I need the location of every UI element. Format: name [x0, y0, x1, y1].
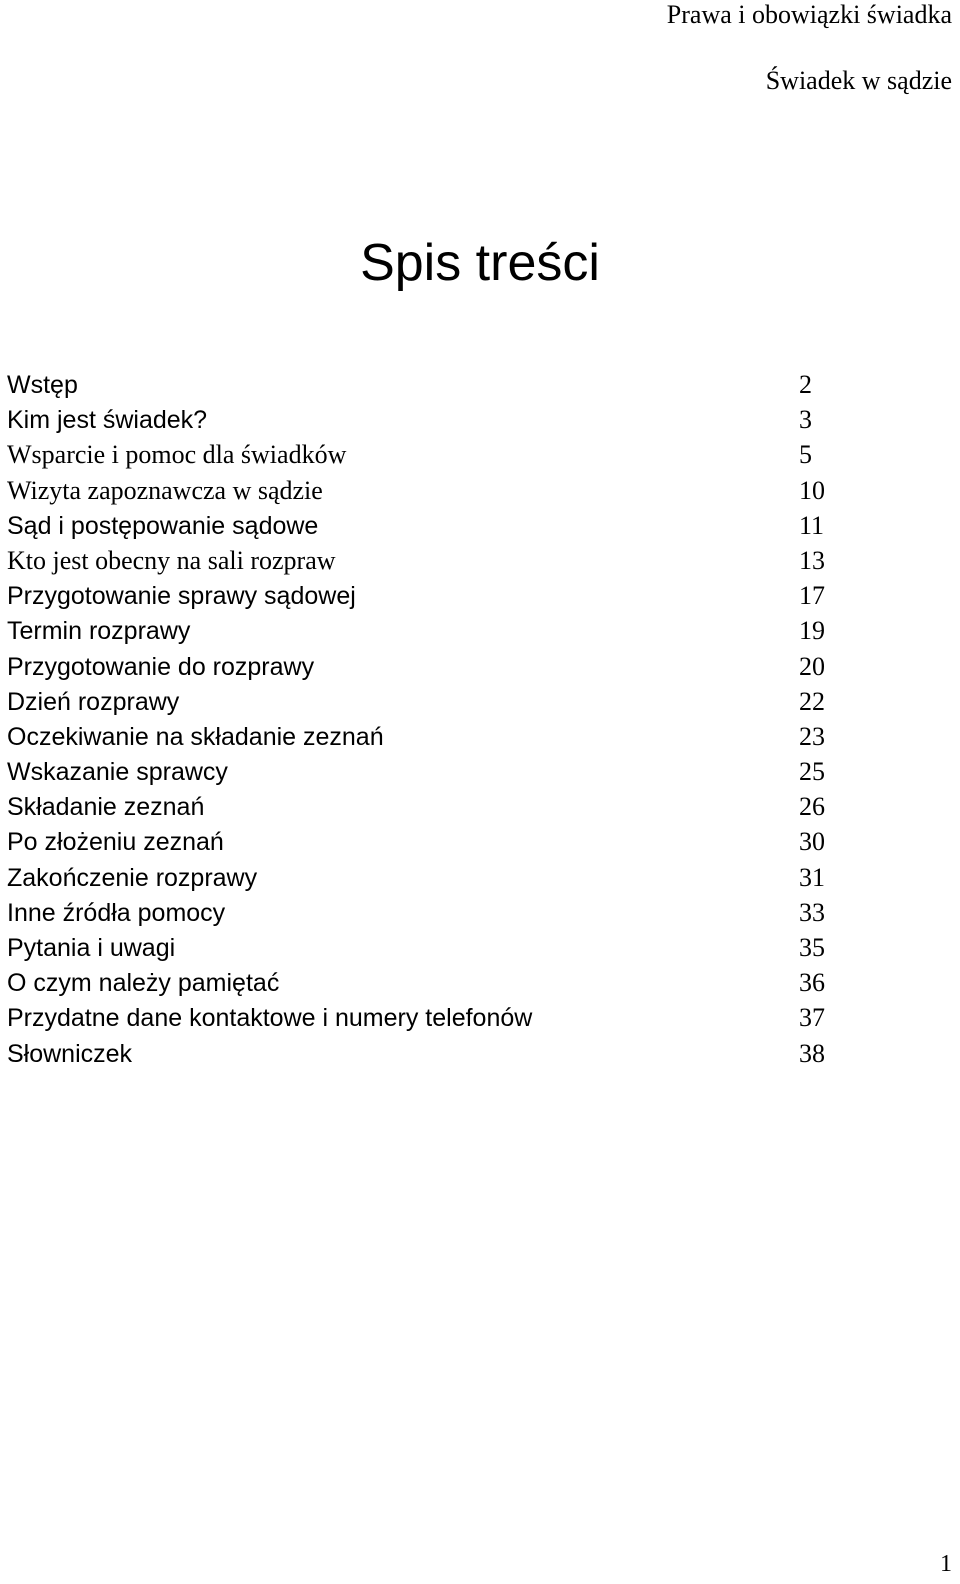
toc-entry-page: 36: [799, 968, 825, 998]
toc-entry-page: 5: [799, 440, 812, 470]
toc-entry[interactable]: [7, 790, 833, 825]
toc-entry-title: Kto jest obecny na sali rozpraw: [7, 545, 336, 575]
toc-entry-page: 25: [799, 757, 825, 787]
toc-entry-page: 33: [799, 897, 825, 927]
toc-entry[interactable]: [7, 720, 833, 755]
toc-entry[interactable]: [7, 650, 833, 685]
toc-entry[interactable]: [7, 861, 833, 896]
toc-entry[interactable]: [7, 896, 833, 931]
toc-entry-title: Wskazanie sprawcy: [7, 758, 228, 787]
toc-entry-page: 19: [799, 616, 825, 646]
toc-entry[interactable]: [7, 755, 833, 790]
toc-entry[interactable]: [7, 614, 833, 649]
toc-entry[interactable]: [7, 544, 833, 579]
toc-entry-page: 13: [799, 545, 825, 575]
toc-entry[interactable]: [7, 1037, 833, 1072]
toc-entry-page: 10: [799, 475, 825, 505]
running-header-title: Prawa i obowiązki świadka: [666, 0, 952, 29]
toc-entry-title: Po złożeniu zeznań: [7, 828, 224, 857]
toc-entry[interactable]: [7, 509, 833, 544]
toc-entry-page: 3: [799, 405, 812, 435]
toc-entry-title: Termin rozprawy: [7, 617, 191, 646]
toc-entry-title: Dzień rozprawy: [7, 687, 180, 716]
page-title: Spis treści: [360, 234, 600, 292]
toc-entry[interactable]: [7, 1001, 833, 1036]
toc-entry-page: 26: [799, 792, 825, 822]
toc-entry-title: Przydatne dane kontaktowe i numery telefonów: [7, 1004, 533, 1033]
toc-entry-title: Oczekiwanie na składanie zeznań: [7, 722, 384, 751]
toc-entry[interactable]: [7, 685, 833, 720]
toc-entry-title: Wizyta zapoznawcza w sądzie: [7, 475, 323, 505]
toc-entry-title: O czym należy pamiętać: [7, 969, 280, 998]
toc-entry-title: Przygotowanie sprawy sądowej: [7, 582, 356, 611]
toc-entry-page: 30: [799, 827, 825, 857]
toc-entry-title: Kim jest świadek?: [7, 406, 208, 435]
toc-entry-title: Pytania i uwagi: [7, 934, 176, 962]
toc-entry-page: 20: [799, 651, 825, 681]
toc-entry-title: Inne źródła pomocy: [7, 898, 226, 927]
toc-entry[interactable]: [7, 931, 833, 966]
toc-entry[interactable]: [7, 474, 833, 509]
toc-entry-title: Wsparcie i pomoc dla świadków: [7, 440, 347, 470]
toc-entry[interactable]: [7, 966, 833, 1001]
toc-entry-page: 37: [799, 1003, 825, 1033]
toc-entry-title: Przygotowanie do rozprawy: [7, 652, 315, 681]
toc-entry-page: 35: [799, 933, 825, 962]
toc-entry-page: 17: [799, 581, 825, 611]
toc-entry-title: Sąd i postępowanie sądowe: [7, 511, 319, 540]
toc-entry-page: 31: [799, 862, 825, 892]
toc-entry-title: Wstęp: [7, 371, 78, 399]
toc-entry-page: 2: [799, 370, 812, 399]
toc-entry-title: Zakończenie rozprawy: [7, 863, 258, 892]
toc-entry-title: Słowniczek: [7, 1039, 133, 1068]
toc-entry[interactable]: [7, 825, 833, 860]
running-header-subtitle: Świadek w sądzie: [765, 66, 952, 95]
toc-entry[interactable]: [7, 438, 833, 473]
toc-entry-title: Składanie zeznań: [7, 793, 205, 822]
toc-entry-page: 22: [799, 686, 825, 716]
toc-entry[interactable]: [7, 403, 833, 438]
page-number: 1: [940, 1551, 952, 1577]
toc-entry-page: 11: [799, 510, 825, 540]
table-of-contents: [7, 368, 833, 1072]
toc-entry[interactable]: [7, 579, 833, 614]
toc-entry[interactable]: [7, 368, 833, 403]
toc-entry-page: 23: [799, 721, 825, 751]
toc-entry-page: 38: [799, 1038, 825, 1068]
